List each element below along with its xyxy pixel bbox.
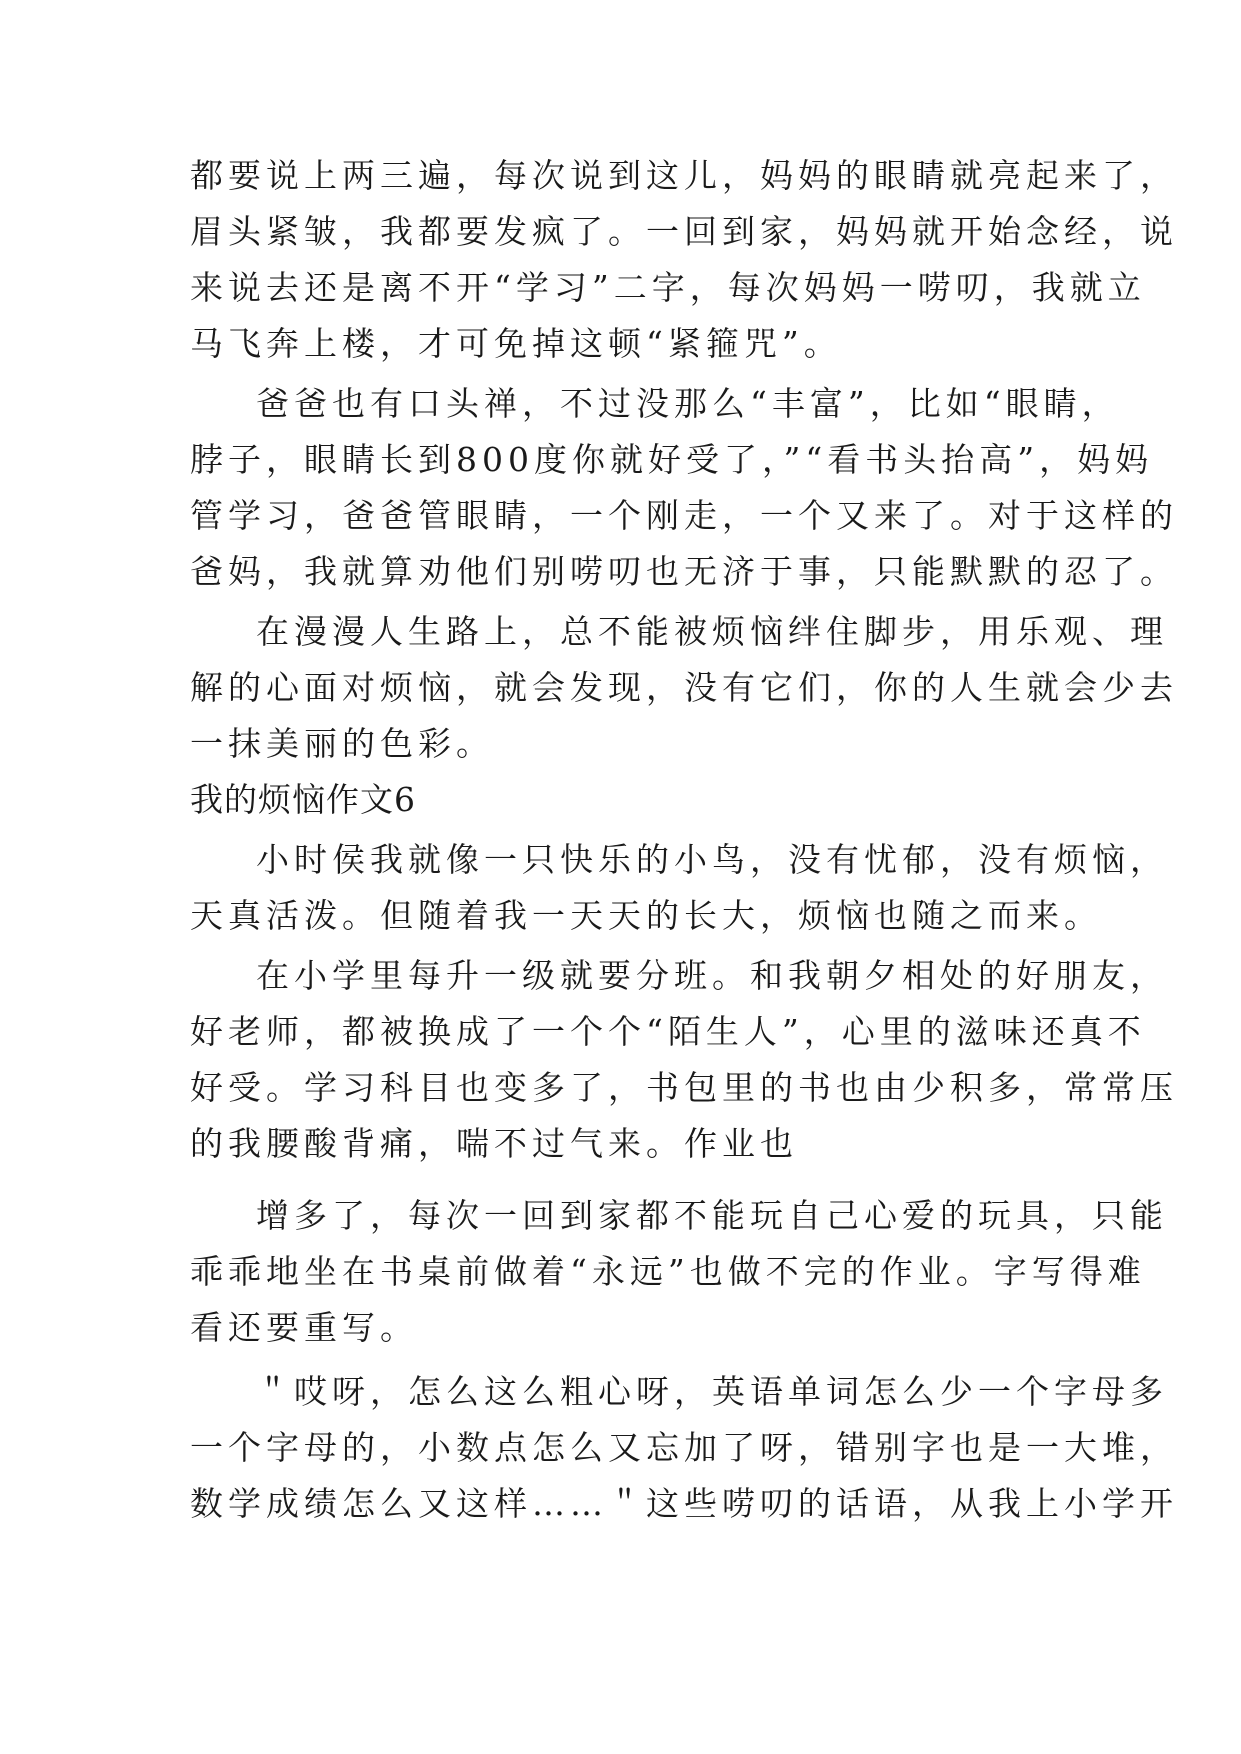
paragraph-first-line: ＂哎呀，怎么这么粗心呀，英语单词怎么少一个字母多	[256, 1372, 1168, 1411]
paragraph-first-line: 爸爸也有口头禅，不过没那么“丰富”，比如“眼睛，	[256, 384, 1120, 423]
text-line: 好受。学习科目也变多了，书包里的书也由少积多，常常压	[190, 1068, 1178, 1107]
text-line: 马飞奔上楼，才可免掉这顿“紧箍咒”。	[190, 324, 842, 363]
text-line: 管学习，爸爸管眼睛，一个刚走，一个又来了。对于这样的	[190, 496, 1178, 535]
text-line: 解的心面对烦恼，就会发现，没有它们，你的人生就会少去	[190, 668, 1178, 707]
paragraph-first-line: 在漫漫人生路上，总不能被烦恼绊住脚步，用乐观、理	[256, 612, 1168, 651]
text-line: 脖子，眼睛长到800度你就好受了，”“看书头抬高”，妈妈	[190, 440, 1154, 479]
text-line: 的我腰酸背痛，喘不过气来。作业也	[190, 1124, 798, 1163]
paragraph-first-line: 小时侯我就像一只快乐的小鸟，没有忧郁，没有烦恼，	[256, 840, 1168, 879]
text-line: 乖乖地坐在书桌前做着“永远”也做不完的作业。字写得难	[190, 1252, 1146, 1291]
text-line: 眉头紧皱，我都要发疯了。一回到家，妈妈就开始念经，说	[190, 212, 1178, 251]
paragraph-first-line: 增多了，每次一回到家都不能玩自己心爱的玩具，只能	[256, 1196, 1168, 1235]
text-line: 一个字母的，小数点怎么又忘加了呀，错别字也是一大堆，	[190, 1428, 1178, 1467]
paragraph-first-line: 在小学里每升一级就要分班。和我朝夕相处的好朋友，	[256, 956, 1168, 995]
text-line: 爸妈，我就算劝他们别唠叨也无济于事，只能默默的忍了。	[190, 552, 1178, 591]
text-line: 好老师，都被换成了一个个“陌生人”，心里的滋味还真不	[190, 1012, 1146, 1051]
text-line: 来说去还是离不开“学习”二字，每次妈妈一唠叨，我就立	[190, 268, 1146, 307]
text-line: 都要说上两三遍，每次说到这儿，妈妈的眼睛就亮起来了，	[190, 156, 1178, 195]
text-line: 一抹美丽的色彩。	[190, 724, 494, 763]
text-line: 数学成绩怎么又这样……＂这些唠叨的话语，从我上小学开	[190, 1484, 1178, 1523]
text-line: 看还要重写。	[190, 1308, 418, 1347]
section-title: 我的烦恼作文6	[190, 780, 416, 819]
text-line: 天真活泼。但随着我一天天的长大，烦恼也随之而来。	[190, 896, 1102, 935]
